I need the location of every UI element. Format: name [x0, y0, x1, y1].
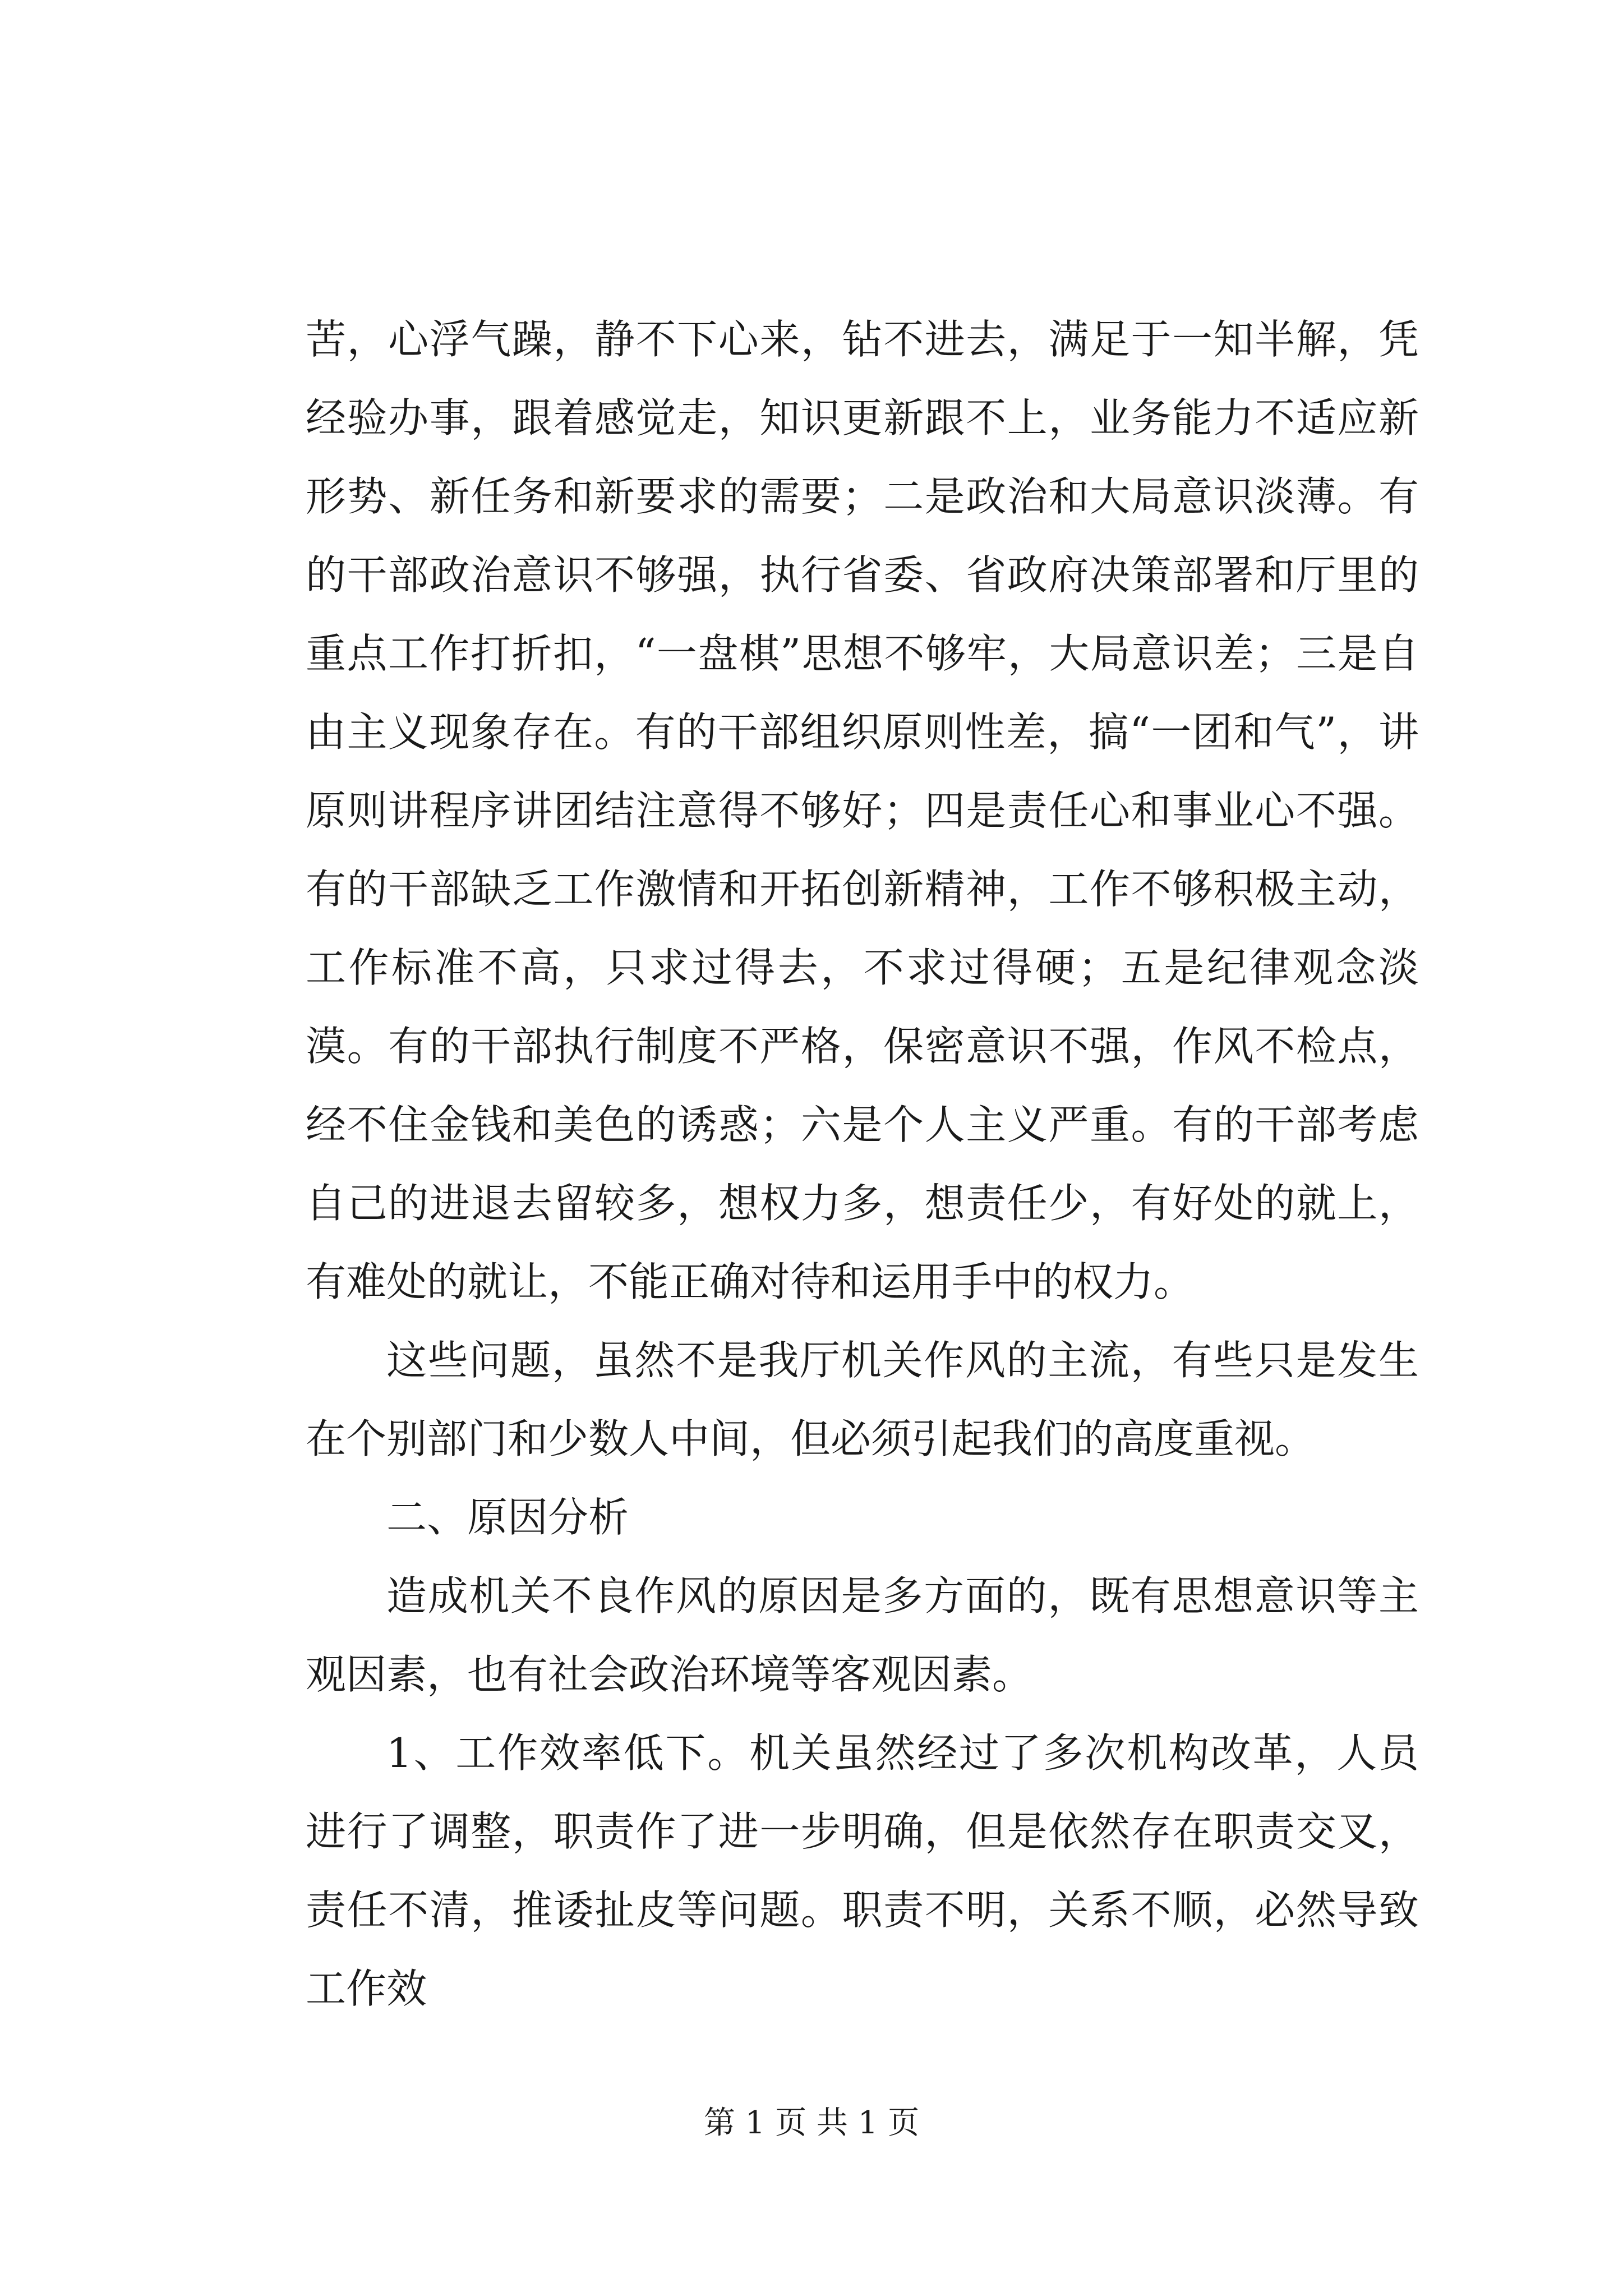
paragraph: 这些问题，虽然不是我厅机关作风的主流，有些只是发生在个别部门和少数人中间，但必须引起我们的高度重视。: [306, 1337, 1419, 1462]
page-footer: 第 1 页 共 1 页: [703, 2105, 920, 2141]
paragraph-continuation: 苦，心浮气躁，静不下心来，钻不进去，满足于一知半解，凭经验办事，跟着感觉走，知识更新跟不上，业务能力不适应新形势、新任务和新要求的需要；二是政治和大局意识淡薄。有的干部政治意识不够强，执行省委、省政府决策部署和厅里的重点工作打折扣，“一盘棋”思想不够牢，大局意识差；三是自由主义现象存在。有的干部组织原则性差，搞“一团和气”，讲原则讲程序讲团结注意得不够好；四是责任心和事业心不强。有的干部缺乏工作激情和开拓创新精神，工作不够积极主动，工作标准不高，只求过得去，不求过得硬；五是纪律观念淡漠。有的干部执行制度不严格，保密意识不强，作风不检点，经不住金钱和美色的诱惑；六是个人主义严重。有的干部考虑自己的进退去留较多，想权力多，想责任少，有好处的就上，有难处的就让，不能正确对待和运用手中的权力。: [306, 316, 1419, 1305]
document-body: [306, 300, 1419, 2028]
section-heading: 二、原因分析: [386, 1494, 629, 1541]
paragraph: 造成机关不良作风的原因是多方面的，既有思想意识等主观因素，也有社会政治环境等客观因素。: [306, 1572, 1419, 1698]
paragraph: 1、工作效率低下。机关虽然经过了多次机构改革，人员进行了调整，职责作了进一步明确，但是依然存在职责交叉，责任不清，推诿扯皮等问题。职责不明，关系不顺，必然导致工作效: [306, 1729, 1419, 2012]
